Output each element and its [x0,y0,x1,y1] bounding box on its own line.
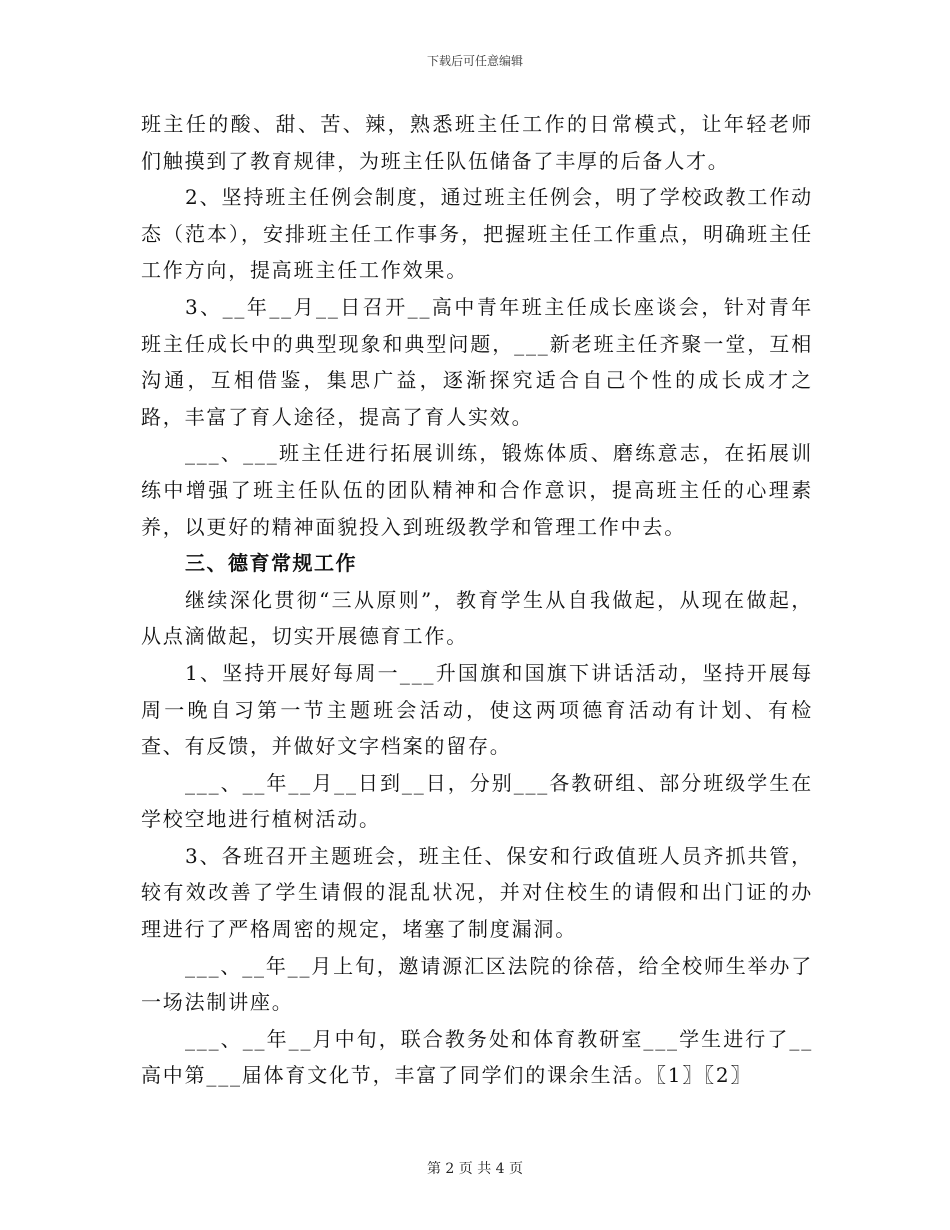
paragraph-item-2: 2、坚持班主任例会制度，通过班主任例会，明了学校政教工作动态（范本），安排班主任工作事务，把握班主任工作重点，明确班主任工作方向，提高班主任工作效果。 [141,185,813,283]
section-heading-moral-education: 三、德育常规工作 [185,551,357,576]
page-header: 下载后可任意编辑 [426,54,523,68]
paragraph-item-flag: 1、坚持开展好每周一___升国旗和国旗下讲话活动，坚持开展每周一晚自习第一节主题班会活动，使这两项德育活动有计划、有检查、有反馈，并做好文字档案的留存。 [141,660,813,759]
paragraph-item-class-meeting: 3、各班召开主题班会，班主任、保安和行政值班人员齐抓共管，较有效改善了学生请假的混乱状况，并对住校生的请假和出门证的办理进行了严格周密的规定，堵塞了制度漏洞。 [141,843,813,942]
paragraph-item-tree-planting: ___、__年__月__日到__日，分别___各教研组、部分班级学生在学校空地进行植树活动。 [141,770,813,832]
page-footer: 第 2 页 共 4 页 [426,1161,524,1177]
paragraph-intro: 继续深化贯彻“三从原则”，教育学生从自我做起，从现在做起，从点滴做起，切实开展德育工作。 [141,587,813,649]
paragraph-item-sports-festival: ___、__年__月中旬，联合教务处和体育教研室___学生进行了__高中第___届体育文化节，丰富了同学们的课余生活。〖1〗〖2〗 [141,1026,813,1088]
paragraph-item-4: ___、___班主任进行拓展训练，锻炼体质、磨练意志，在拓展训练中增强了班主任队伍的团队精神和合作意识，提高班主任的心理素养，以更好的精神面貌投入到班级教学和管理工作中去。 [141,441,813,539]
paragraph-continuation: 班主任的酸、甜、苦、辣，熟悉班主任工作的日常模式，让年轻老师们触摸到了教育规律，为班主任队伍储备了丰厚的后备人才。 [141,112,813,173]
paragraph-item-legal-lecture: ___、__年__月上旬，邀请源汇区法院的徐蓓，给全校师生举办了一场法制讲座。 [141,953,813,1015]
paragraph-item-3: 3、__年__月__日召开__高中青年班主任成长座谈会，针对青年班主任成长中的典型现象和典型问题，___新老班主任齐聚一堂，互相沟通，互相借鉴，集思广益，逐渐探究适合自己个性的成长成才之路，丰富了育人途径，提高了育人实效。 [141,294,813,429]
document-body [141,106,813,1094]
